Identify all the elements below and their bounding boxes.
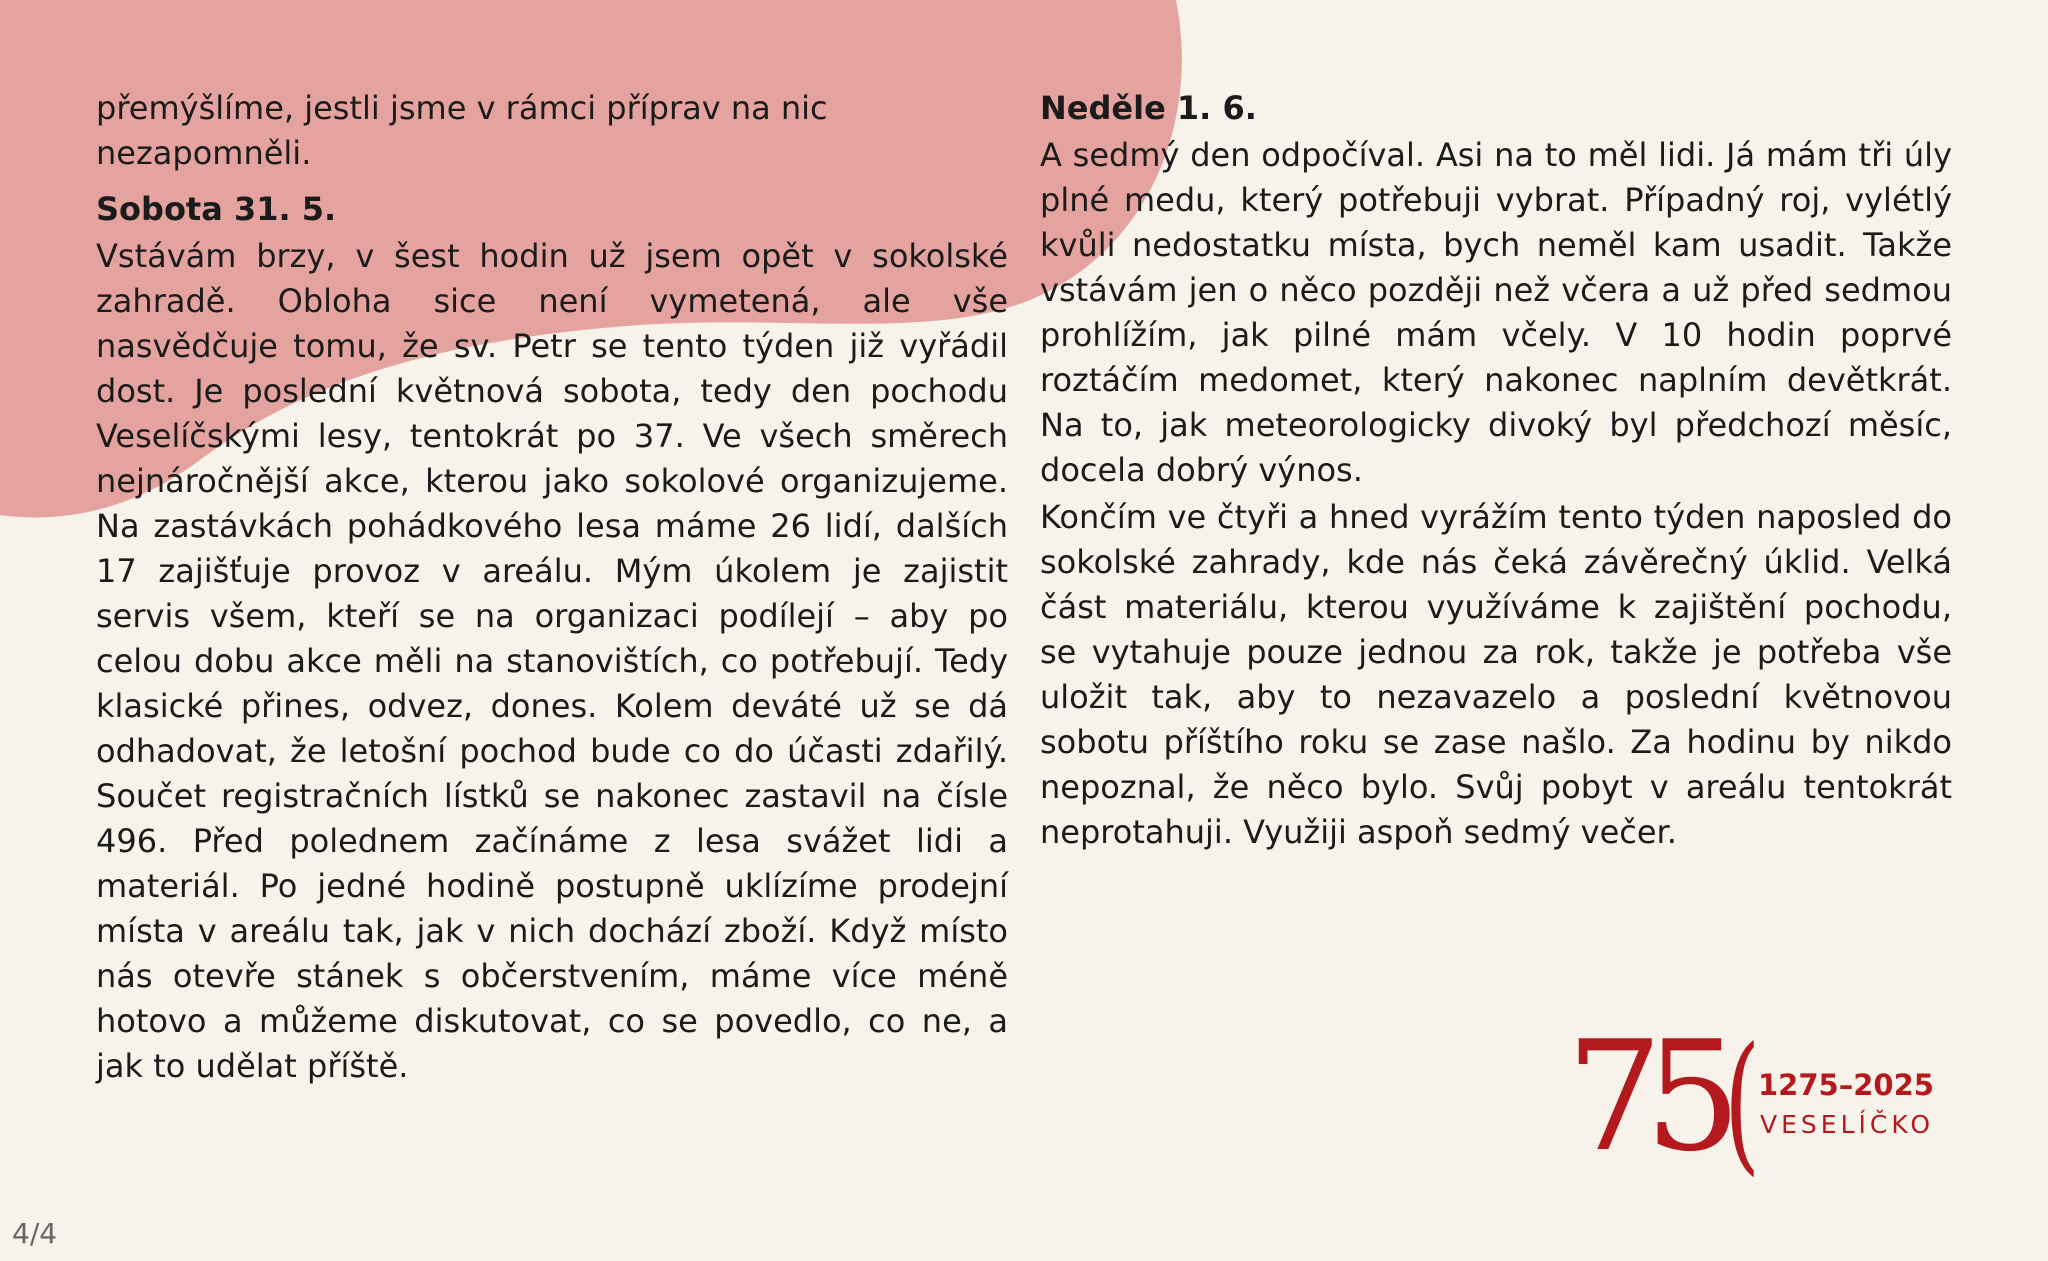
logo-place: VESELÍČKO xyxy=(1760,1110,1935,1139)
intro-paragraph: přemýšlíme, jestli jsme v rámci příprav na nic nezapomněli. xyxy=(96,89,828,172)
left-column xyxy=(96,86,1008,1089)
anniversary-logo xyxy=(1566,1008,1966,1190)
sunday-heading: Neděle 1. 6. xyxy=(1040,89,1257,127)
logo-number: 75 xyxy=(1566,1008,1724,1185)
page-number: 4/4 xyxy=(12,1217,58,1250)
logo-years: 1275–2025 xyxy=(1758,1068,1934,1102)
saturday-heading: Sobota 31. 5. xyxy=(96,190,337,228)
saturday-paragraph: Vstávám brzy, v šest hodin už jsem opět v sokolské zahradě. Obloha sice není vymetená, ale vše nasvědčuje tomu, že sv. Petr se tento týden již vyřádil dost. Je poslední květnová sobota, tedy den pochodu Veselíčskými lesy, tentokrát po 37. Ve všech směrech nejnáročnější akce, kterou jako sokolové organizujeme. Na zastávkách pohádkového lesa máme 26 lidí, dalších 17 zajišťuje provoz v areálu. Mým úkolem je zajistit servis všem, kteří se na organizaci podílejí – aby po celou dobu akce měli na stanovištích, co potřebují. Tedy klasické přines, odvez, dones. Kolem deváté už se dá odhadovat, že letošní pochod bude co do účasti zdařilý. Součet registračních lístků se nakonec zastavil na čísle 496. Před polednem začínáme z lesa svážet lidi a materiál. Po jedné hodině postupně uklízíme prodejní místa v areálu tak, jak v nich dochází zboží. Když místo nás otevře stánek s občerstvením, máme více méně hotovo a můžeme diskutovat, co se povedlo, co ne, a jak to udělat příště. xyxy=(96,237,1008,1085)
spacer xyxy=(96,176,1008,187)
sunday-paragraph-1: A sedmý den odpočíval. Asi na to měl lidi. Já mám tři úly plné medu, který potřebuji vybrat. Případný roj, vylétlý kvůli nedostatku místa, bych neměl kam usadit. Takže vstávám jen o něco později než včera a už před sedmou prohlížím, jak pilné mám včely. V 10 hodin poprvé roztáčím medomet, který nakonec naplním devětkrát. Na to, jak meteorologicky divoký byl předchozí měsíc, docela dobrý výnos. xyxy=(1040,136,1952,489)
right-column xyxy=(1040,86,1952,855)
logo-bracket-icon: ( xyxy=(1724,1016,1761,1190)
sunday-paragraph-2: Končím ve čtyři a hned vyrážím tento týden naposled do sokolské zahrady, kde nás čeká závěrečný úklid. Velká část materiálu, kterou využíváme k zajištění pochodu, se vytahuje pouze jednou za rok, takže je potřeba vše uložit tak, aby to nezavazelo a poslední květnovou sobotu příštího roku se zase našlo. Za hodinu by nikdo nepoznal, že něco bylo. Svůj pobyt v areálu tentokrát neprotahuji. Využiji aspoň sedmý večer. xyxy=(1040,498,1952,851)
